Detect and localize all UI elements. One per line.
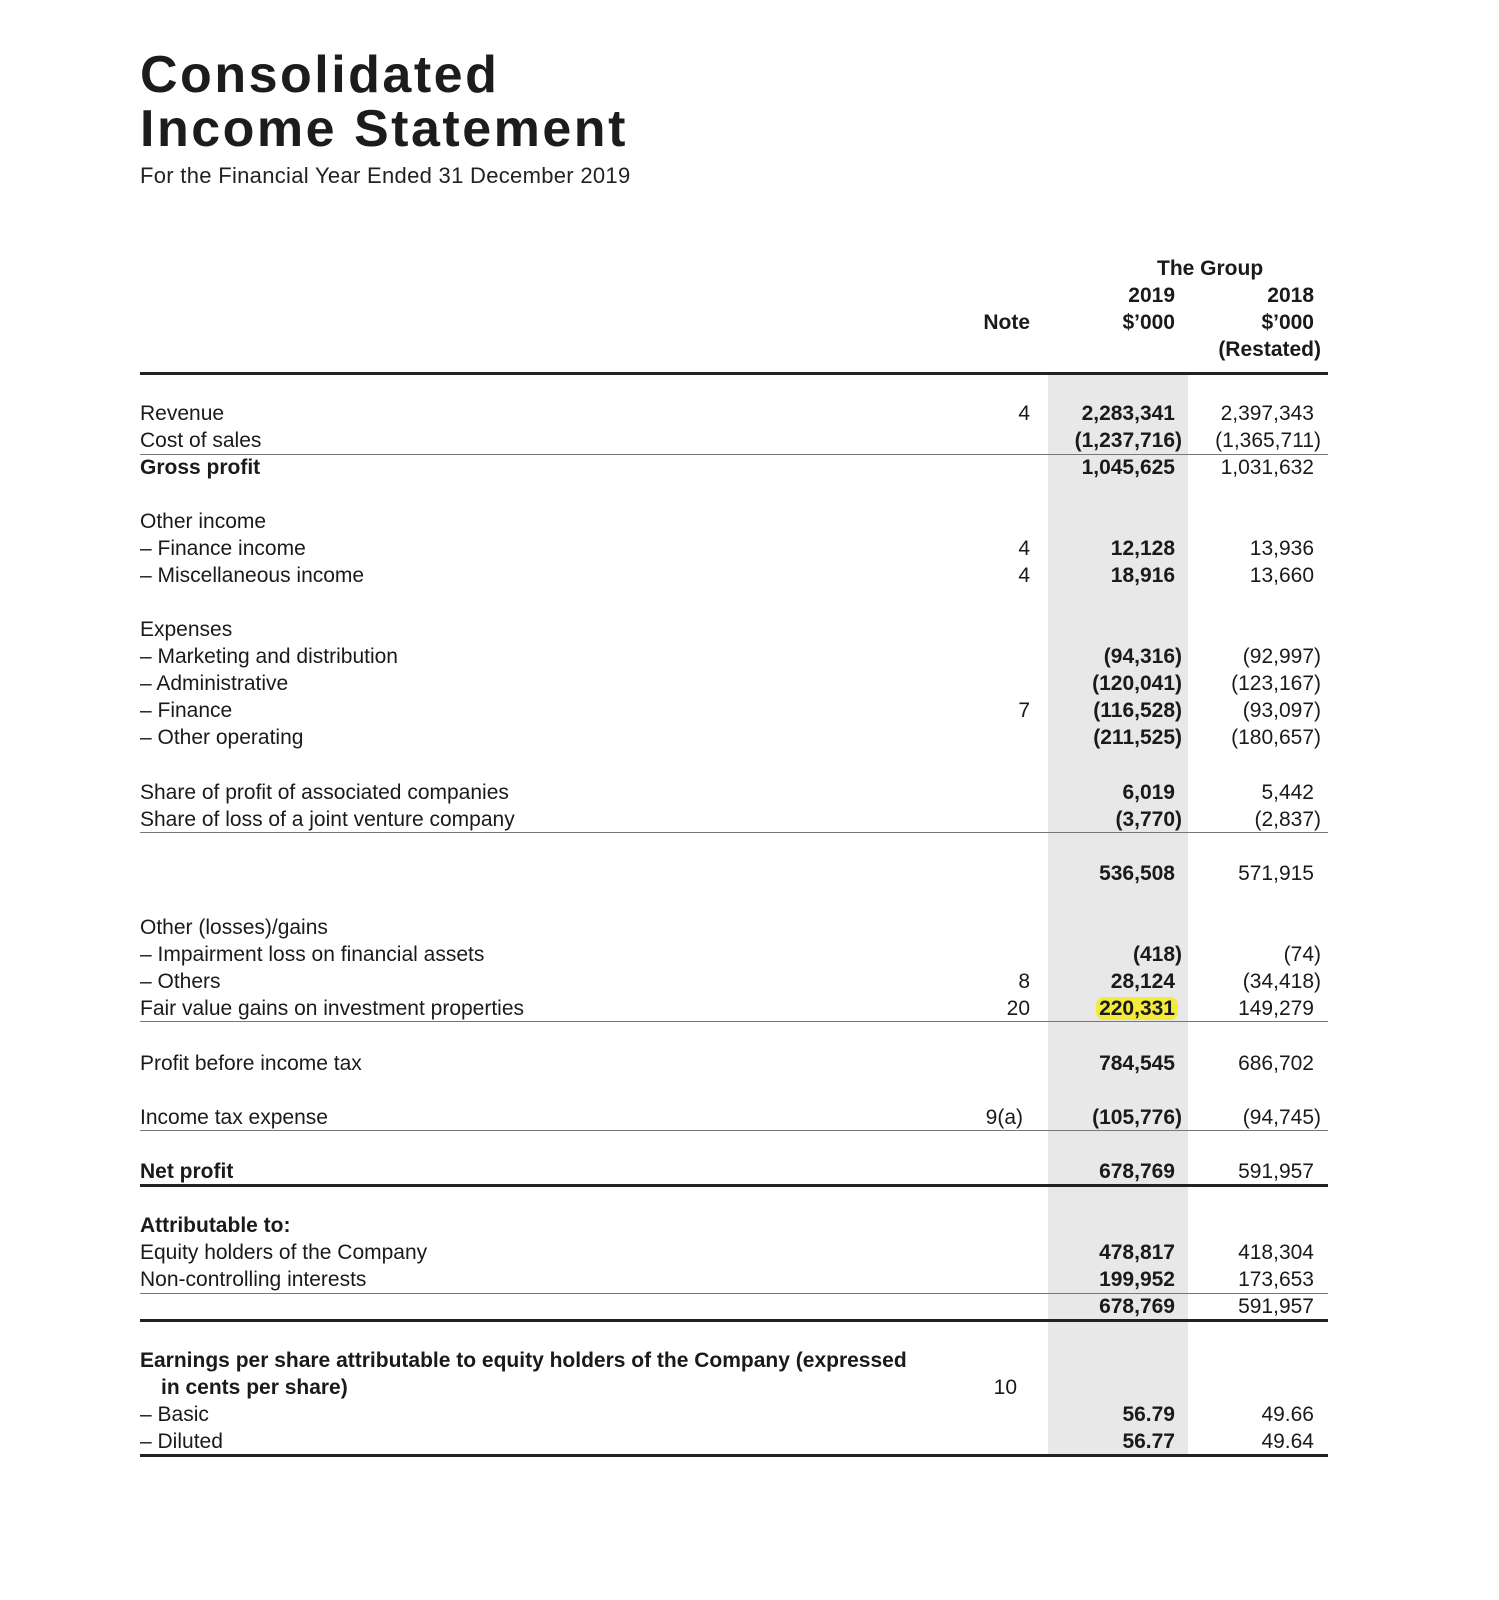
value-2019: 56.77 (1122, 1430, 1175, 1453)
table-row-expenses (0, 616, 1499, 643)
row-label: – Miscellaneous income (140, 564, 365, 587)
row-label: – Others (140, 970, 221, 993)
value-2018: 686,702 (1238, 1052, 1314, 1075)
year-2019-header: 2019 (1128, 284, 1175, 307)
table-row-income-tax (0, 1104, 1499, 1131)
table-row-impairment-loss (0, 941, 1499, 968)
row-label: Cost of sales (140, 429, 262, 452)
row-label: – Diluted (140, 1430, 223, 1453)
table-row-net-profit (0, 1158, 1499, 1185)
value-2018: 571,915 (1238, 862, 1314, 885)
value-2018: 49.64 (1261, 1430, 1314, 1453)
row-label: Expenses (140, 618, 233, 641)
row-label: Attributable to: (140, 1214, 291, 1237)
value-2019: 784,545 (1099, 1052, 1175, 1075)
value-2018: 2,397,343 (1220, 402, 1314, 425)
table-row-equity-holders (0, 1239, 1499, 1266)
row-label: Net profit (140, 1160, 234, 1183)
table-row-administrative (0, 670, 1499, 697)
value-2019: 18,916 (1110, 564, 1175, 587)
value-2019: (120,041) (1092, 672, 1182, 695)
value-2018: 5,442 (1261, 781, 1314, 804)
value-2019: 678,769 (1099, 1160, 1175, 1183)
value-2018: (94,745) (1242, 1106, 1321, 1129)
value-2019: 478,817 (1099, 1241, 1175, 1264)
page-title (140, 48, 628, 156)
value-2018: (180,657) (1231, 726, 1321, 749)
row-label: – Finance income (140, 537, 306, 560)
value-2018: 418,304 (1238, 1241, 1314, 1264)
value-2019: 28,124 (1110, 970, 1175, 993)
value-2018: 149,279 (1238, 997, 1314, 1020)
table-row-eps-heading (0, 1347, 1499, 1374)
table-row-cost-of-sales (0, 427, 1499, 454)
value-2018: 1,031,632 (1220, 456, 1314, 479)
table-row-finance (0, 697, 1499, 724)
table-row-revenue (0, 400, 1499, 427)
table-row-gross-profit (0, 454, 1499, 481)
row-note: 8 (1018, 970, 1030, 993)
value-2018: 173,653 (1238, 1268, 1314, 1291)
table-row-eps-basic (0, 1401, 1499, 1428)
value-2019: (105,776) (1092, 1106, 1182, 1129)
row-label: Other income (140, 510, 267, 533)
value-2019: 56.79 (1122, 1403, 1175, 1426)
row-label: Income tax expense (140, 1106, 328, 1129)
row-label: Profit before income tax (140, 1052, 362, 1075)
row-label: – Finance (140, 699, 233, 722)
value-2019: (3,770) (1115, 808, 1182, 831)
table-row-profit-before-tax (0, 1050, 1499, 1077)
note-header: Note (983, 311, 1030, 334)
row-label: Fair value gains on investment properties (140, 997, 525, 1020)
row-label: – Impairment loss on financial assets (140, 943, 485, 966)
value-2019: 2,283,341 (1081, 402, 1175, 425)
table-row-finance-income (0, 535, 1499, 562)
table-row-operating-subtotal (0, 860, 1499, 887)
value-2019: (418) (1132, 943, 1182, 966)
table-row-attributable-to (0, 1212, 1499, 1239)
value-2018: (123,167) (1231, 672, 1321, 695)
table-row-eps-diluted (0, 1428, 1499, 1455)
title-line-2: Income Statement (140, 100, 628, 158)
row-label: Earnings per share attributable to equity holders of the Company (expressed (140, 1349, 907, 1372)
value-2018: (92,997) (1242, 645, 1321, 668)
value-2018: 49.66 (1261, 1403, 1314, 1426)
value-2019: (116,528) (1093, 699, 1182, 722)
unit-2018-header: $’000 (1261, 311, 1314, 334)
row-note: 7 (1018, 699, 1030, 722)
row-label: Share of loss of a joint venture company (140, 808, 515, 831)
value-2019: 1,045,625 (1081, 456, 1175, 479)
table-row-miscellaneous-income (0, 562, 1499, 589)
value-2019: (1,237,716) (1074, 429, 1182, 452)
row-note: 4 (1018, 537, 1030, 560)
year-2018-header: 2018 (1267, 284, 1314, 307)
row-label: – Administrative (140, 672, 289, 695)
table-row-non-controlling (0, 1266, 1499, 1293)
value-2019: (94,316) (1103, 645, 1182, 668)
unit-2019-header: $’000 (1122, 311, 1175, 334)
table-row-attributable-total (0, 1293, 1499, 1320)
value-2019: 536,508 (1099, 862, 1175, 885)
value-2018: 13,660 (1249, 564, 1314, 587)
row-label: Equity holders of the Company (140, 1241, 428, 1264)
table-row-share-profit-associates (0, 779, 1499, 806)
row-label: Non-controlling interests (140, 1268, 367, 1291)
value-2019-highlighted (1096, 995, 1175, 1022)
value-2019: 199,952 (1099, 1268, 1175, 1291)
row-note: 9(a) (985, 1106, 1023, 1129)
table-row-eps-heading-cont (0, 1374, 1499, 1401)
value-2019: 6,019 (1122, 781, 1175, 804)
value-2018: (34,418) (1242, 970, 1321, 993)
row-label: Other (losses)/gains (140, 916, 328, 939)
row-note: 4 (1018, 402, 1030, 425)
value-2018: (74) (1283, 943, 1321, 966)
table-row-others (0, 968, 1499, 995)
row-label: Revenue (140, 402, 225, 425)
value-2018: 13,936 (1249, 537, 1314, 560)
page-subtitle: For the Financial Year Ended 31 December 2019 (140, 163, 631, 188)
value-2019: 12,128 (1110, 537, 1175, 560)
row-label: Gross profit (140, 456, 261, 479)
group-header: The Group (1157, 257, 1264, 280)
header-rule (140, 372, 1328, 375)
row-note: 4 (1018, 564, 1030, 587)
table-row-other-income (0, 508, 1499, 535)
row-label: – Marketing and distribution (140, 645, 398, 668)
value-2018: 591,957 (1238, 1160, 1314, 1183)
table-row-share-loss-jv (0, 806, 1499, 833)
value-2019: (211,525) (1093, 726, 1182, 749)
table-row-other-losses-gains (0, 914, 1499, 941)
table-row-other-operating (0, 724, 1499, 751)
value-2019: 678,769 (1099, 1295, 1175, 1318)
table-row-fair-value-gains (0, 995, 1499, 1022)
row-label: – Basic (140, 1403, 209, 1426)
highlight-marker: 220,331 (1096, 997, 1178, 1020)
value-2018: (1,365,711) (1215, 429, 1321, 452)
row-label: in cents per share) (161, 1376, 348, 1399)
restated-header: (Restated) (1218, 338, 1321, 361)
row-note: 10 (993, 1376, 1017, 1399)
row-label: – Other operating (140, 726, 304, 749)
row-note: 20 (1006, 997, 1030, 1020)
value-2018: (2,837) (1254, 808, 1321, 831)
row-label: Share of profit of associated companies (140, 781, 509, 804)
value-2018: 591,957 (1238, 1295, 1314, 1318)
title-line-1: Consolidated (140, 46, 500, 104)
value-2018: (93,097) (1242, 699, 1321, 722)
table-row-marketing (0, 643, 1499, 670)
